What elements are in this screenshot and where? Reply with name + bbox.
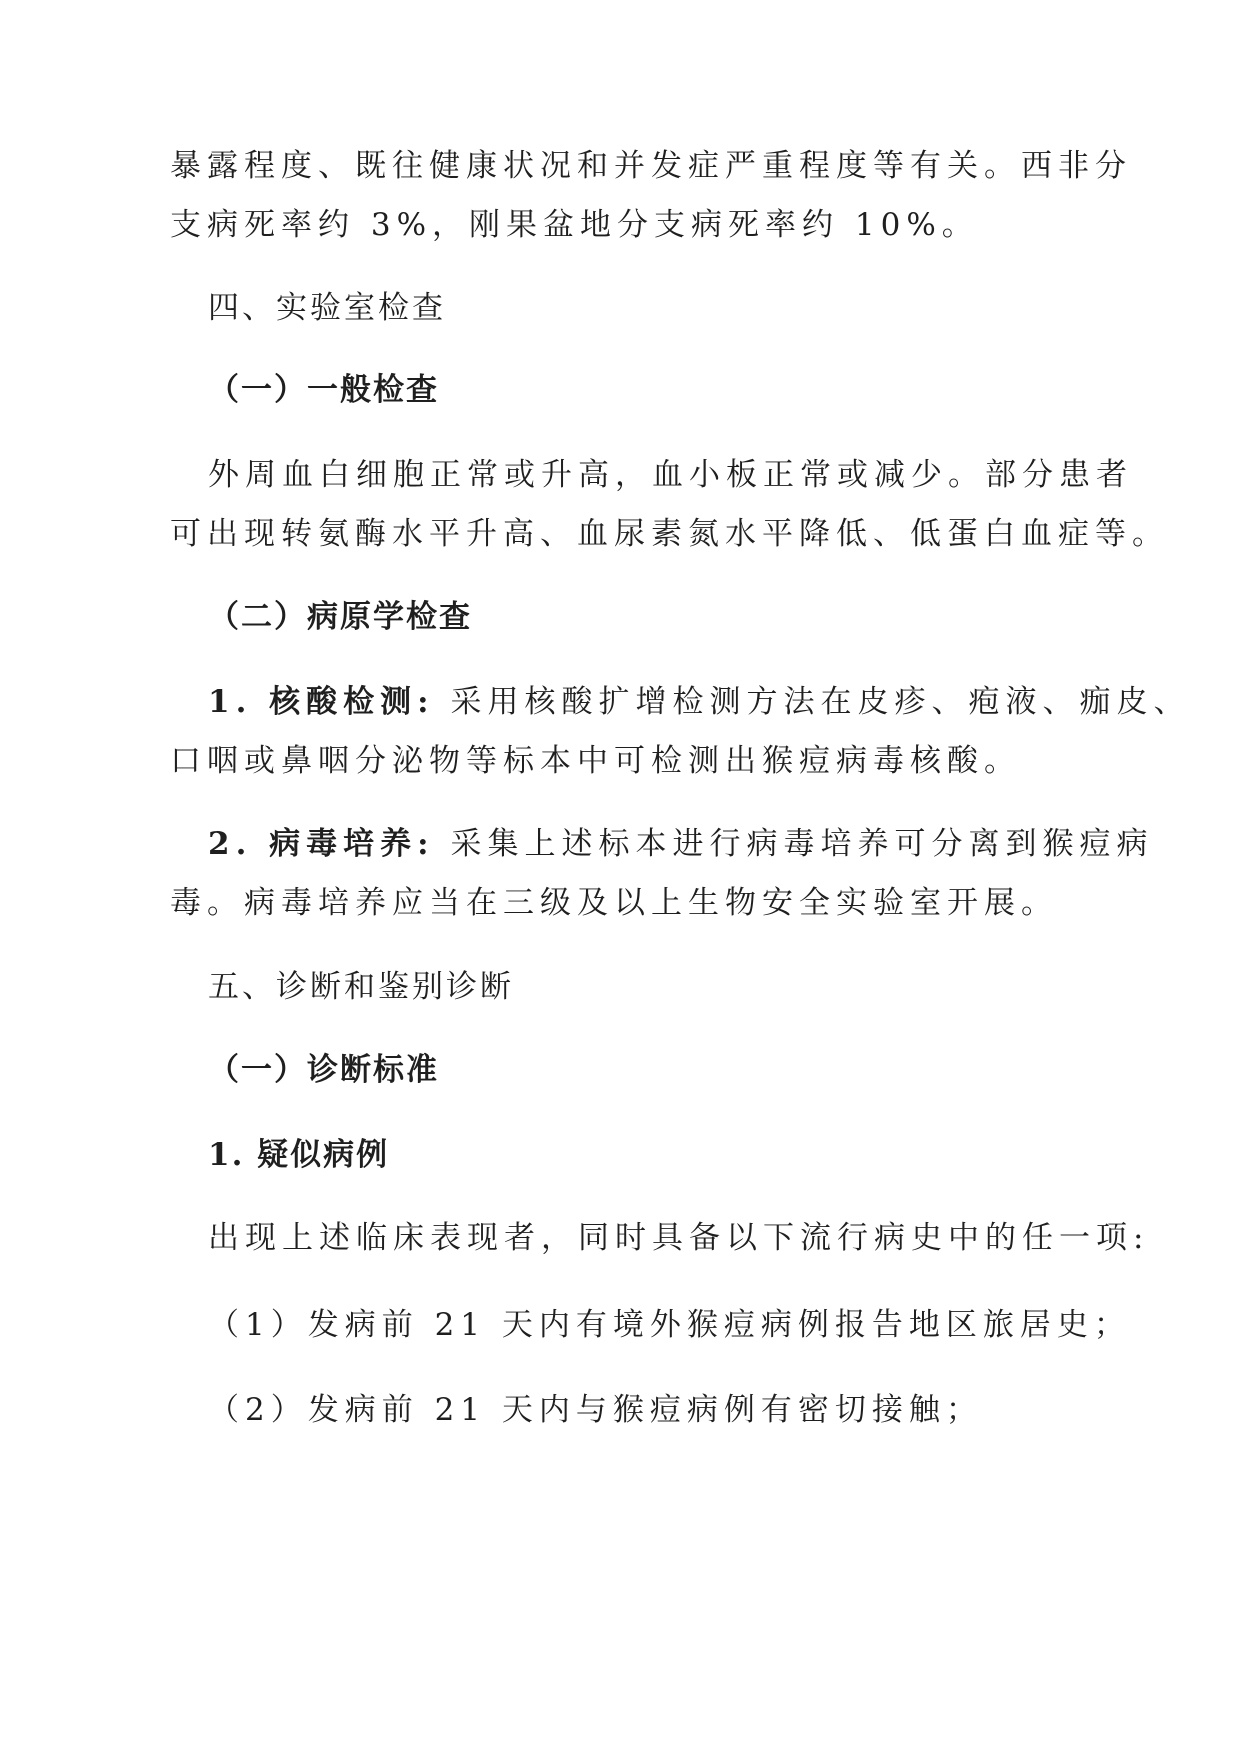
subsection-heading: （一）诊断标准: [208, 1052, 439, 1088]
list-item: （1）发病前 21 天内有境外猴痘病例报告地区旅居史；: [208, 1307, 1131, 1343]
item-label: 2. 病毒培养:: [208, 826, 435, 862]
section-heading: 四、实验室检查: [208, 290, 446, 326]
list-item: （2）发病前 21 天内与猴痘病例有密切接触；: [208, 1392, 983, 1428]
subsection-heading: （一）一般检查: [208, 372, 439, 408]
list-item: [208, 682, 1190, 722]
item-label: 1. 核酸检测:: [208, 684, 435, 720]
list-item: [208, 824, 1153, 864]
paragraph-line: 暴露程度、既往健康状况和并发症严重程度等有关。西非分: [170, 148, 1132, 184]
item-heading: 1. 疑似病例: [208, 1137, 390, 1173]
paragraph-line: 支病死率约 3%，刚果盆地分支病死率约 10%。: [170, 207, 979, 243]
paragraph-line: 口咽或鼻咽分泌物等标本中可检测出猴痘病毒核酸。: [170, 743, 1021, 779]
paragraph-line: 毒。病毒培养应当在三级及以上生物安全实验室开展。: [170, 885, 1058, 921]
paragraph-line: 出现上述临床表现者，同时具备以下流行病史中的任一项:: [208, 1220, 1150, 1256]
paragraph-line: 外周血白细胞正常或升高，血小板正常或减少。部分患者: [208, 457, 1133, 493]
item-text: 采用核酸扩增检测方法在皮疹、疱液、痂皮、: [434, 684, 1191, 720]
section-heading: 五、诊断和鉴别诊断: [208, 969, 514, 1005]
item-text: 采集上述标本进行病毒培养可分离到猴痘病: [434, 826, 1154, 862]
subsection-heading: （二）病原学检查: [208, 599, 472, 635]
paragraph-line: 可出现转氨酶水平升高、血尿素氮水平降低、低蛋白血症等。: [170, 516, 1169, 552]
